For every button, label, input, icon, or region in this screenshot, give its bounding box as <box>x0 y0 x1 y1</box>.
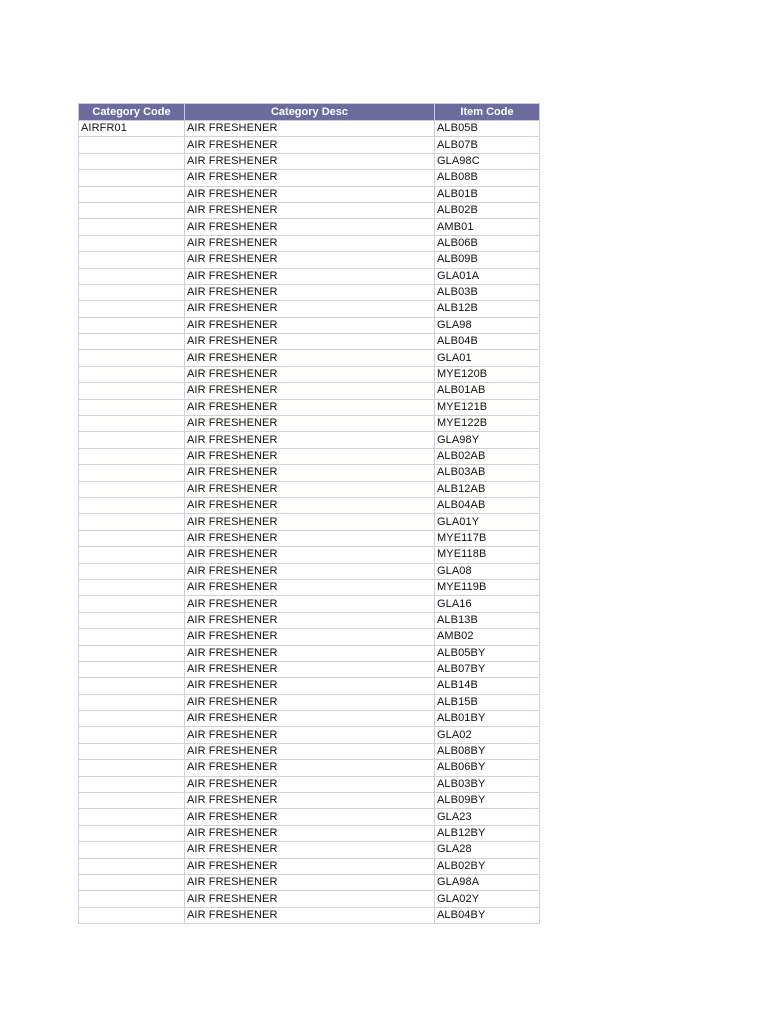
category-desc-cell: AIR FRESHENER <box>185 284 435 300</box>
category-code-cell <box>79 137 185 153</box>
table-row <box>79 858 540 874</box>
item-code-cell: GLA16 <box>435 596 540 612</box>
header-category-code: Category Code <box>79 104 185 121</box>
item-code-cell: GLA08 <box>435 563 540 579</box>
category-code-cell: AIRFR01 <box>79 121 185 137</box>
item-code-cell: GLA98 <box>435 317 540 333</box>
category-code-cell <box>79 891 185 907</box>
category-code-cell <box>79 317 185 333</box>
category-desc-cell: AIR FRESHENER <box>185 350 435 366</box>
item-code-cell: GLA98A <box>435 874 540 890</box>
table-row <box>79 530 540 546</box>
category-code-cell <box>79 776 185 792</box>
item-code-cell: ALB12B <box>435 301 540 317</box>
item-code-cell: ALB04B <box>435 334 540 350</box>
category-item-table <box>78 103 540 924</box>
table-row <box>79 202 540 218</box>
category-code-cell <box>79 465 185 481</box>
table-row <box>79 252 540 268</box>
category-desc-cell: AIR FRESHENER <box>185 661 435 677</box>
table-row <box>79 366 540 382</box>
category-desc-cell: AIR FRESHENER <box>185 448 435 464</box>
table-row <box>79 301 540 317</box>
header-row <box>79 104 540 121</box>
category-desc-cell: AIR FRESHENER <box>185 629 435 645</box>
item-code-cell: MYE121B <box>435 399 540 415</box>
category-code-cell <box>79 563 185 579</box>
category-desc-cell: AIR FRESHENER <box>185 186 435 202</box>
category-code-cell <box>79 334 185 350</box>
category-code-cell <box>79 530 185 546</box>
category-desc-cell: AIR FRESHENER <box>185 776 435 792</box>
category-desc-cell: AIR FRESHENER <box>185 334 435 350</box>
item-code-cell: ALB08B <box>435 170 540 186</box>
category-desc-cell: AIR FRESHENER <box>185 137 435 153</box>
category-desc-cell: AIR FRESHENER <box>185 874 435 890</box>
item-code-cell: GLA23 <box>435 809 540 825</box>
category-code-cell <box>79 825 185 841</box>
table-row <box>79 137 540 153</box>
item-code-cell: MYE120B <box>435 366 540 382</box>
item-code-cell: ALB07B <box>435 137 540 153</box>
table-row <box>79 219 540 235</box>
table-row <box>79 465 540 481</box>
category-desc-cell: AIR FRESHENER <box>185 858 435 874</box>
item-code-cell: ALB09B <box>435 252 540 268</box>
category-code-cell <box>79 547 185 563</box>
item-code-cell: ALB13B <box>435 612 540 628</box>
category-desc-cell: AIR FRESHENER <box>185 793 435 809</box>
category-code-cell <box>79 514 185 530</box>
category-desc-cell: AIR FRESHENER <box>185 399 435 415</box>
table-row <box>79 711 540 727</box>
item-code-cell: ALB01B <box>435 186 540 202</box>
category-desc-cell: AIR FRESHENER <box>185 825 435 841</box>
category-desc-cell: AIR FRESHENER <box>185 202 435 218</box>
item-code-cell: ALB03AB <box>435 465 540 481</box>
table-row <box>79 481 540 497</box>
table-row <box>79 284 540 300</box>
category-code-cell <box>79 252 185 268</box>
category-code-cell <box>79 202 185 218</box>
table-row <box>79 579 540 595</box>
item-code-cell: ALB07BY <box>435 661 540 677</box>
table-row <box>79 186 540 202</box>
table-row <box>79 727 540 743</box>
table-row <box>79 907 540 923</box>
category-code-cell <box>79 711 185 727</box>
category-code-cell <box>79 858 185 874</box>
table-row <box>79 678 540 694</box>
table-row <box>79 383 540 399</box>
item-code-cell: ALB02AB <box>435 448 540 464</box>
category-code-cell <box>79 383 185 399</box>
category-code-cell <box>79 678 185 694</box>
category-desc-cell: AIR FRESHENER <box>185 514 435 530</box>
category-desc-cell: AIR FRESHENER <box>185 465 435 481</box>
table-row <box>79 793 540 809</box>
item-code-cell: ALB05BY <box>435 645 540 661</box>
table-row <box>79 596 540 612</box>
item-code-cell: ALB14B <box>435 678 540 694</box>
table-row <box>79 416 540 432</box>
category-code-cell <box>79 760 185 776</box>
item-code-cell: AMB02 <box>435 629 540 645</box>
category-code-cell <box>79 481 185 497</box>
item-code-cell: ALB01BY <box>435 711 540 727</box>
category-code-cell <box>79 350 185 366</box>
category-code-cell <box>79 907 185 923</box>
item-code-cell: ALB02B <box>435 202 540 218</box>
category-code-cell <box>79 301 185 317</box>
table-row <box>79 497 540 513</box>
table-row <box>79 432 540 448</box>
category-code-cell <box>79 448 185 464</box>
item-code-cell: ALB12AB <box>435 481 540 497</box>
item-code-cell: ALB09BY <box>435 793 540 809</box>
category-code-cell <box>79 399 185 415</box>
category-desc-cell: AIR FRESHENER <box>185 432 435 448</box>
item-code-cell: AMB01 <box>435 219 540 235</box>
item-code-cell: MYE119B <box>435 579 540 595</box>
category-code-cell <box>79 219 185 235</box>
category-desc-cell: AIR FRESHENER <box>185 612 435 628</box>
item-code-cell: ALB01AB <box>435 383 540 399</box>
item-code-cell: MYE122B <box>435 416 540 432</box>
item-code-cell: MYE117B <box>435 530 540 546</box>
table-row <box>79 514 540 530</box>
item-code-cell: GLA02Y <box>435 891 540 907</box>
category-code-cell <box>79 186 185 202</box>
category-desc-cell: AIR FRESHENER <box>185 170 435 186</box>
category-desc-cell: AIR FRESHENER <box>185 383 435 399</box>
table-row <box>79 760 540 776</box>
category-code-cell <box>79 694 185 710</box>
item-code-cell: ALB15B <box>435 694 540 710</box>
table-row <box>79 612 540 628</box>
item-code-cell: ALB05B <box>435 121 540 137</box>
table-row <box>79 121 540 137</box>
table-row <box>79 448 540 464</box>
item-code-cell: GLA98C <box>435 153 540 169</box>
category-code-cell <box>79 661 185 677</box>
table-row <box>79 661 540 677</box>
category-desc-cell: AIR FRESHENER <box>185 252 435 268</box>
category-code-cell <box>79 842 185 858</box>
header-item-code: Item Code <box>435 104 540 121</box>
table-row <box>79 547 540 563</box>
table-row <box>79 170 540 186</box>
table-row <box>79 334 540 350</box>
category-desc-cell: AIR FRESHENER <box>185 547 435 563</box>
table-row <box>79 825 540 841</box>
category-code-cell <box>79 268 185 284</box>
category-desc-cell: AIR FRESHENER <box>185 678 435 694</box>
category-desc-cell: AIR FRESHENER <box>185 301 435 317</box>
category-code-cell <box>79 432 185 448</box>
category-desc-cell: AIR FRESHENER <box>185 645 435 661</box>
item-code-cell: ALB06BY <box>435 760 540 776</box>
item-code-cell: ALB04AB <box>435 497 540 513</box>
table-row <box>79 891 540 907</box>
category-desc-cell: AIR FRESHENER <box>185 711 435 727</box>
category-desc-cell: AIR FRESHENER <box>185 760 435 776</box>
item-code-cell: ALB06B <box>435 235 540 251</box>
category-code-cell <box>79 743 185 759</box>
item-code-cell: GLA01 <box>435 350 540 366</box>
table-row <box>79 743 540 759</box>
category-code-cell <box>79 612 185 628</box>
item-code-cell: ALB04BY <box>435 907 540 923</box>
category-code-cell <box>79 153 185 169</box>
category-code-cell <box>79 284 185 300</box>
header-category-desc: Category Desc <box>185 104 435 121</box>
table-row <box>79 629 540 645</box>
category-desc-cell: AIR FRESHENER <box>185 497 435 513</box>
table-row <box>79 874 540 890</box>
category-desc-cell: AIR FRESHENER <box>185 563 435 579</box>
category-desc-cell: AIR FRESHENER <box>185 727 435 743</box>
category-code-cell <box>79 366 185 382</box>
category-desc-cell: AIR FRESHENER <box>185 842 435 858</box>
category-code-cell <box>79 235 185 251</box>
table-row <box>79 350 540 366</box>
table-row <box>79 842 540 858</box>
table-row <box>79 809 540 825</box>
table-row <box>79 399 540 415</box>
category-desc-cell: AIR FRESHENER <box>185 743 435 759</box>
item-code-cell: ALB02BY <box>435 858 540 874</box>
category-code-cell <box>79 645 185 661</box>
category-desc-cell: AIR FRESHENER <box>185 366 435 382</box>
item-code-cell: GLA01A <box>435 268 540 284</box>
category-code-cell <box>79 793 185 809</box>
table-row <box>79 645 540 661</box>
table-row <box>79 317 540 333</box>
table-row <box>79 776 540 792</box>
category-code-cell <box>79 727 185 743</box>
category-code-cell <box>79 874 185 890</box>
category-desc-cell: AIR FRESHENER <box>185 219 435 235</box>
category-desc-cell: AIR FRESHENER <box>185 530 435 546</box>
item-code-cell: GLA01Y <box>435 514 540 530</box>
table-row <box>79 694 540 710</box>
category-desc-cell: AIR FRESHENER <box>185 416 435 432</box>
table-row <box>79 153 540 169</box>
category-desc-cell: AIR FRESHENER <box>185 579 435 595</box>
table-body <box>79 121 540 924</box>
category-desc-cell: AIR FRESHENER <box>185 809 435 825</box>
category-desc-cell: AIR FRESHENER <box>185 268 435 284</box>
category-desc-cell: AIR FRESHENER <box>185 694 435 710</box>
category-code-cell <box>79 497 185 513</box>
category-code-cell <box>79 170 185 186</box>
item-code-cell: MYE118B <box>435 547 540 563</box>
item-code-cell: GLA28 <box>435 842 540 858</box>
item-code-cell: GLA02 <box>435 727 540 743</box>
category-code-cell <box>79 416 185 432</box>
category-desc-cell: AIR FRESHENER <box>185 317 435 333</box>
item-code-cell: ALB03BY <box>435 776 540 792</box>
category-code-cell <box>79 809 185 825</box>
category-desc-cell: AIR FRESHENER <box>185 596 435 612</box>
category-code-cell <box>79 629 185 645</box>
category-code-cell <box>79 579 185 595</box>
category-desc-cell: AIR FRESHENER <box>185 481 435 497</box>
item-code-cell: ALB12BY <box>435 825 540 841</box>
category-desc-cell: AIR FRESHENER <box>185 891 435 907</box>
category-desc-cell: AIR FRESHENER <box>185 235 435 251</box>
item-code-cell: ALB08BY <box>435 743 540 759</box>
item-code-cell: GLA98Y <box>435 432 540 448</box>
table-row <box>79 235 540 251</box>
table-row <box>79 563 540 579</box>
category-desc-cell: AIR FRESHENER <box>185 121 435 137</box>
item-code-cell: ALB03B <box>435 284 540 300</box>
table-row <box>79 268 540 284</box>
category-desc-cell: AIR FRESHENER <box>185 907 435 923</box>
category-desc-cell: AIR FRESHENER <box>185 153 435 169</box>
category-code-cell <box>79 596 185 612</box>
